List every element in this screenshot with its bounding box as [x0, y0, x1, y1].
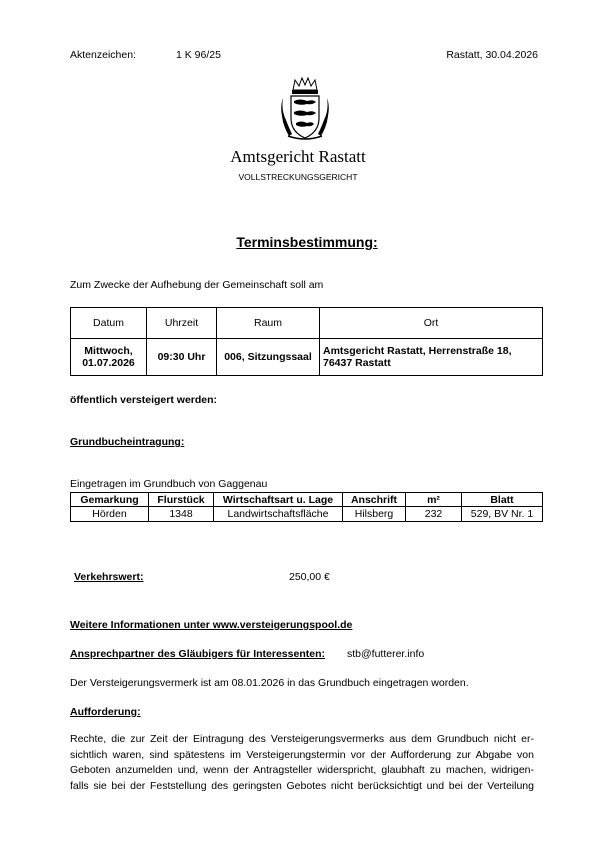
ansprechpartner-label: Ansprechpartner des Gläubigers für Interessenten:: [70, 648, 325, 660]
cell-datum: [71, 339, 147, 376]
aufforderung-line: Rechte, die zur Zeit der Eintragung des Versteigerungsvermerks aus dem Grundbuch nicht er-: [70, 733, 534, 745]
termin-table: [70, 307, 543, 376]
grundbuch-heading: Grundbucheintragung:: [70, 436, 185, 448]
court-department: VOLLSTRECKUNGSGERICHT: [238, 172, 358, 182]
datum-line1: Mittwoch,: [84, 345, 133, 357]
header-datum: Datum: [71, 308, 147, 339]
aufforderung-line: sichtlich waren, sind spätestens im Versteigerungstermin vor der Aufforderung zur Abgabe von: [70, 748, 534, 761]
aktenzeichen-value: 1 K 96/25: [176, 49, 221, 61]
header-uhrzeit: Uhrzeit: [147, 308, 217, 339]
cell-raum: 006, Sitzungssaal: [217, 339, 320, 376]
ort-line1: Amtsgericht Rastatt, Herrenstraße 18,: [323, 345, 512, 357]
header-raum: Raum: [217, 308, 320, 339]
header-ort: Ort: [320, 308, 543, 339]
cell-wirtschaftsart: Landwirtschaftsfläche: [214, 507, 343, 522]
aufforderung-heading: Aufforderung:: [70, 706, 141, 718]
cell-gemarkung: Hörden: [71, 507, 149, 522]
cell-uhrzeit: 09:30 Uhr: [147, 339, 217, 376]
intro-text: Zum Zwecke der Aufhebung der Gemeinschaft soll am: [70, 279, 324, 291]
grundbuch-table-header-row: [71, 493, 543, 507]
datum-line2: 01.07.2026: [82, 357, 135, 369]
header-blatt: Blatt: [462, 493, 543, 507]
vermerk-text: Der Versteigerungsvermerk ist am 08.01.2026 in das Grundbuch eingetragen worden.: [70, 677, 469, 689]
place-date: Rastatt, 30.04.2026: [446, 49, 538, 61]
termin-table-header-row: [71, 308, 543, 339]
verkehrswert-value: 250,00 €: [289, 571, 330, 583]
cell-flaeche: 232: [406, 507, 462, 522]
grundbuch-intro: Eingetragen im Grundbuch von Gaggenau: [70, 478, 268, 490]
aufforderung-line: Geboten anzumelden und, wenn der Antragsteller widerspricht, glaubhaft zu machen, widrigen-: [70, 764, 534, 776]
court-name: Amtsgericht Rastatt: [230, 147, 366, 166]
cell-blatt: 529, BV Nr. 1: [462, 507, 543, 522]
cell-flurstueck: 1348: [149, 507, 214, 522]
header-wirtschaftsart: Wirtschaftsart u. Lage: [214, 493, 343, 507]
table-row: [71, 507, 543, 522]
page-title: Terminsbestimmung:: [236, 234, 378, 250]
cell-ort: [320, 339, 543, 376]
ansprechpartner-email[interactable]: stb@futterer.info: [347, 648, 425, 660]
aufforderung-line: falls sie bei der Feststellung des geringsten Gebotes nicht berücksichtigt und bei der Verteilung: [70, 779, 534, 792]
aufforderung-paragraph: [70, 732, 534, 794]
header-flaeche: m²: [406, 493, 462, 507]
versteigert-text: öffentlich versteigert werden:: [70, 394, 218, 406]
header-gemarkung: Gemarkung: [71, 493, 149, 507]
coat-of-arms-seal: [280, 76, 330, 142]
header-anschrift: Anschrift: [343, 493, 406, 507]
grundbuch-table: [70, 492, 543, 522]
aktenzeichen-label: Aktenzeichen:: [70, 49, 136, 61]
weitere-info-link[interactable]: Weitere Informationen unter www.versteigerungspool.de: [70, 619, 353, 631]
termin-table-row: [71, 339, 543, 376]
verkehrswert-label: Verkehrswert:: [74, 571, 144, 583]
ort-line2: 76437 Rastatt: [323, 357, 391, 369]
cell-anschrift: Hilsberg: [343, 507, 406, 522]
header-flurstueck: Flurstück: [149, 493, 214, 507]
